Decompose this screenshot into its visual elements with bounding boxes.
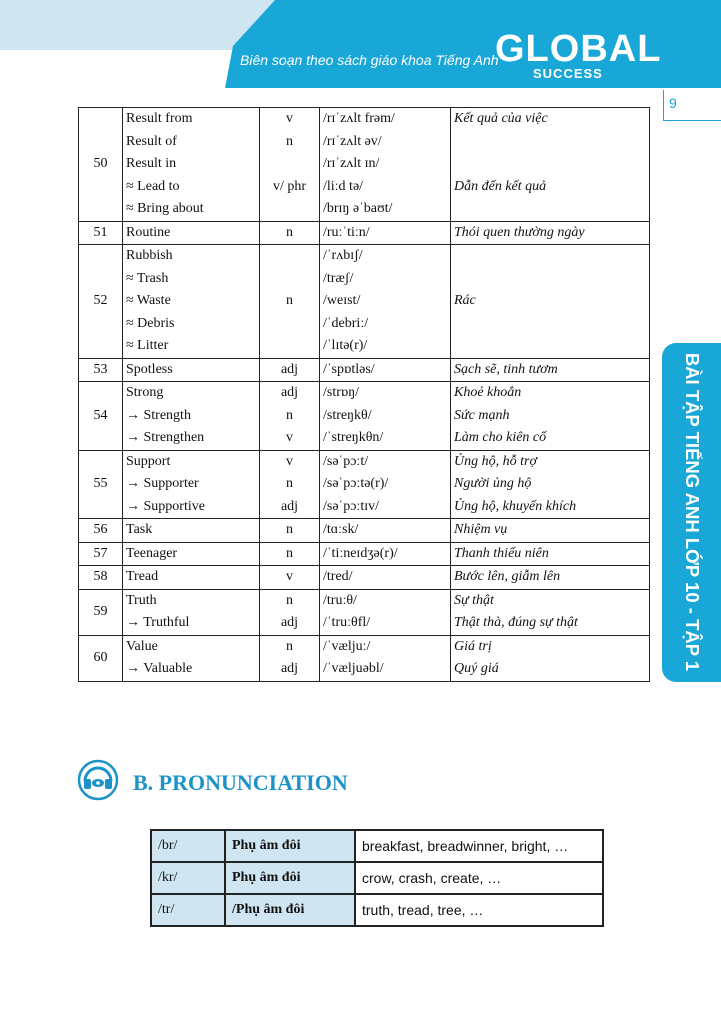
cell-line: /ˈvæljuː/ — [323, 638, 371, 654]
meaning-cell — [451, 589, 650, 635]
word-cell — [123, 221, 260, 245]
part-of-speech-cell — [260, 589, 320, 635]
ipa-cell — [320, 566, 451, 590]
cell-line: v — [286, 569, 293, 584]
headphones-icon — [77, 759, 119, 801]
cell-line: Sức mạnh — [454, 407, 510, 423]
word-cell — [123, 450, 260, 519]
cell-line: Ủng hộ, khuyến khích — [454, 498, 577, 514]
side-tab-label: BÀI TẬP TIẾNG ANH LỚP 10 - TẬP 1 — [682, 352, 703, 672]
cell-line: adj — [280, 615, 299, 630]
table-row — [151, 894, 603, 926]
cell-line: Thật thà, đúng sự thật — [454, 615, 578, 630]
meaning-cell — [451, 542, 650, 566]
examples-cell: breakfast, breadwinner, bright, … — [355, 830, 603, 862]
type-cell: /Phụ âm đôi — [225, 894, 355, 926]
cell-line: → Valuable — [126, 661, 193, 676]
entry-number: 53 — [79, 358, 123, 382]
cell-line — [263, 153, 316, 176]
examples-cell: crow, crash, create, … — [355, 862, 603, 894]
cell-line: /ˈtruːθfl/ — [323, 615, 371, 630]
header-subtitle: Biên soạn theo sách giáo khoa Tiếng Anh — [240, 52, 499, 68]
table-row — [79, 635, 650, 681]
cell-line: ≈ Waste — [126, 293, 171, 308]
cell-line — [263, 198, 316, 221]
page-number: 9 — [669, 95, 677, 111]
cell-line: /ˈtiːneɪdʒə(r)/ — [323, 545, 398, 561]
cell-line: Routine — [126, 224, 171, 240]
cell-line: /səˈpɔːtɪv/ — [323, 498, 379, 514]
ipa-cell — [320, 635, 451, 681]
cell-line: Thanh thiếu niên — [454, 545, 549, 561]
sound-cell: /tr/ — [151, 894, 225, 926]
ipa-cell — [320, 542, 451, 566]
cell-line: /ˈstreŋkθn/ — [323, 430, 384, 445]
word-cell — [123, 519, 260, 543]
brand-logo-subtext: SUCCESS — [533, 66, 603, 81]
cell-line: ≈ Debris — [126, 315, 175, 331]
cell-line: /rɪˈzʌlt ɪn/ — [323, 156, 380, 171]
entry-number: 59 — [79, 589, 123, 635]
word-cell — [123, 382, 260, 451]
cell-line: adj — [280, 498, 299, 514]
cell-line: Thói quen thường ngày — [454, 224, 585, 240]
cell-line: Rác — [454, 293, 476, 308]
cell-line: n — [286, 407, 293, 423]
cell-line: /ˈvæljuəbl/ — [323, 661, 384, 676]
ipa-cell — [320, 108, 451, 222]
cell-line: n — [286, 133, 293, 149]
entry-number: 57 — [79, 542, 123, 566]
cell-line: Task — [126, 522, 153, 537]
cell-line: Kết quả của việc — [454, 111, 548, 126]
sound-cell: /br/ — [151, 830, 225, 862]
table-row — [79, 566, 650, 590]
part-of-speech-cell — [260, 450, 320, 519]
vocabulary-table-body — [79, 108, 650, 682]
cell-line: /liːd tə/ — [323, 178, 364, 194]
entry-number: 56 — [79, 519, 123, 543]
cell-line: /truːθ/ — [323, 592, 357, 608]
examples-cell: truth, tread, tree, … — [355, 894, 603, 926]
cell-line: Giá trị — [454, 638, 492, 654]
meaning-cell — [451, 221, 650, 245]
part-of-speech-cell — [260, 358, 320, 382]
cell-line: /səˈpɔːt/ — [323, 453, 369, 469]
ipa-cell — [320, 589, 451, 635]
word-cell — [123, 358, 260, 382]
meaning-cell — [451, 382, 650, 451]
cell-line: /tɑːsk/ — [323, 522, 359, 537]
cell-line: Sự thật — [454, 592, 494, 608]
table-row — [79, 245, 650, 359]
brand-logo-text: GLOBAL — [495, 28, 662, 70]
cell-line: n — [286, 592, 293, 608]
table-row — [79, 382, 650, 451]
cell-line: /træʃ/ — [323, 270, 354, 286]
word-cell — [123, 245, 260, 359]
cell-line: /brɪŋ əˈbaʊt/ — [323, 201, 393, 216]
cell-line: Sạch sẽ, tinh tươm — [454, 361, 558, 377]
entry-number: 60 — [79, 635, 123, 681]
word-cell — [123, 589, 260, 635]
cell-line — [454, 335, 646, 358]
cell-line: ≈ Bring about — [126, 201, 204, 216]
cell-line: Dẫn đến kết quả — [454, 178, 547, 194]
entry-number: 54 — [79, 382, 123, 451]
page-number-box — [663, 90, 721, 121]
cell-line: /ˈspɒtləs/ — [323, 361, 375, 377]
cell-line: Nhiệm vụ — [454, 522, 508, 537]
ipa-cell — [320, 221, 451, 245]
part-of-speech-cell — [260, 566, 320, 590]
table-row — [79, 450, 650, 519]
part-of-speech-cell — [260, 382, 320, 451]
cell-line: Truth — [126, 592, 157, 608]
cell-line: Spotless — [126, 361, 173, 377]
cell-line — [263, 268, 316, 291]
cell-line: Value — [126, 638, 158, 654]
table-row — [79, 358, 650, 382]
page-header — [0, 0, 721, 88]
ipa-cell — [320, 450, 451, 519]
cell-line — [454, 198, 646, 221]
cell-line — [454, 153, 646, 176]
entry-number: 50 — [79, 108, 123, 222]
cell-line: Result in — [126, 156, 177, 171]
meaning-cell — [451, 519, 650, 543]
cell-line: Quý giá — [454, 661, 499, 676]
ipa-cell — [320, 519, 451, 543]
cell-line: /rɪˈzʌlt frəm/ — [323, 111, 395, 126]
cell-line: → Strength — [126, 407, 191, 423]
pronunciation-table — [150, 829, 604, 927]
cell-line — [454, 131, 646, 154]
cell-line: Result of — [126, 133, 177, 149]
ipa-cell — [320, 358, 451, 382]
cell-line: /weɪst/ — [323, 293, 361, 308]
cell-line — [454, 313, 646, 336]
meaning-cell — [451, 566, 650, 590]
cell-line: /tred/ — [323, 569, 353, 584]
cell-line: n — [286, 293, 293, 308]
cell-line: n — [286, 638, 293, 654]
word-cell — [123, 566, 260, 590]
cell-line: Strong — [126, 385, 164, 400]
part-of-speech-cell — [260, 542, 320, 566]
table-row — [79, 519, 650, 543]
entry-number: 52 — [79, 245, 123, 359]
cell-line: n — [286, 522, 293, 537]
part-of-speech-cell — [260, 519, 320, 543]
cell-line: adj — [280, 385, 299, 400]
cell-line: n — [286, 476, 293, 491]
cell-line — [454, 245, 646, 268]
cell-line: /rɪˈzʌlt əv/ — [323, 133, 382, 149]
cell-line: v — [286, 453, 293, 469]
cell-line: /ˈdebriː/ — [323, 315, 369, 331]
cell-line: adj — [280, 361, 299, 377]
vocabulary-table — [78, 107, 650, 682]
cell-line: → Supporter — [126, 476, 199, 491]
meaning-cell — [451, 245, 650, 359]
cell-line — [263, 245, 316, 268]
cell-line: v/ phr — [272, 178, 307, 194]
cell-line — [263, 335, 316, 358]
ipa-cell — [320, 245, 451, 359]
cell-line: Làm cho kiên cố — [454, 430, 547, 445]
pronunciation-table-body — [151, 830, 603, 926]
ipa-cell — [320, 382, 451, 451]
entry-number: 55 — [79, 450, 123, 519]
cell-line: ≈ Litter — [126, 338, 169, 353]
cell-line: /ˈrʌbɪʃ/ — [323, 248, 363, 263]
cell-line: v — [286, 430, 293, 445]
table-row — [79, 221, 650, 245]
cell-line: → Truthful — [126, 615, 190, 630]
cell-line: /strɒŋ/ — [323, 385, 360, 400]
cell-line: Tread — [126, 569, 159, 584]
table-row — [79, 108, 650, 222]
entry-number: 51 — [79, 221, 123, 245]
cell-line: n — [286, 545, 293, 561]
cell-line: Teenager — [126, 545, 178, 561]
table-row — [79, 589, 650, 635]
cell-line: Ủng hộ, hỗ trợ — [454, 453, 537, 469]
table-row — [151, 830, 603, 862]
cell-line: adj — [280, 661, 299, 676]
meaning-cell — [451, 450, 650, 519]
cell-line: Người ủng hộ — [454, 476, 532, 491]
meaning-cell — [451, 108, 650, 222]
cell-line: /ruːˈtiːn/ — [323, 224, 370, 240]
table-row — [151, 862, 603, 894]
cell-line: /səˈpɔːtə(r)/ — [323, 476, 389, 491]
table-row — [79, 542, 650, 566]
word-cell — [123, 542, 260, 566]
cell-line: Khoẻ khoắn — [454, 385, 522, 400]
type-cell: Phụ âm đôi — [225, 830, 355, 862]
part-of-speech-cell — [260, 245, 320, 359]
cell-line: → Supportive — [126, 498, 205, 514]
cell-line: Support — [126, 453, 171, 469]
part-of-speech-cell — [260, 635, 320, 681]
meaning-cell — [451, 635, 650, 681]
meaning-cell — [451, 358, 650, 382]
cell-line — [263, 313, 316, 336]
cell-line: /ˈlɪtə(r)/ — [323, 338, 368, 353]
cell-line — [454, 268, 646, 291]
cell-line: n — [286, 224, 293, 240]
cell-line: Bước lên, giẫm lên — [454, 569, 561, 584]
cell-line: /streŋkθ/ — [323, 407, 372, 423]
word-cell — [123, 108, 260, 222]
cell-line: Rubbish — [126, 248, 173, 263]
part-of-speech-cell — [260, 108, 320, 222]
cell-line: Result from — [126, 111, 193, 126]
entry-number: 58 — [79, 566, 123, 590]
sound-cell: /kr/ — [151, 862, 225, 894]
cell-line: v — [286, 111, 293, 126]
type-cell: Phụ âm đôi — [225, 862, 355, 894]
cell-line: ≈ Lead to — [126, 178, 180, 194]
cell-line: ≈ Trash — [126, 270, 169, 286]
part-of-speech-cell — [260, 221, 320, 245]
section-title: B. PRONUNCIATION — [133, 770, 348, 795]
word-cell — [123, 635, 260, 681]
cell-line: → Strengthen — [126, 430, 205, 445]
